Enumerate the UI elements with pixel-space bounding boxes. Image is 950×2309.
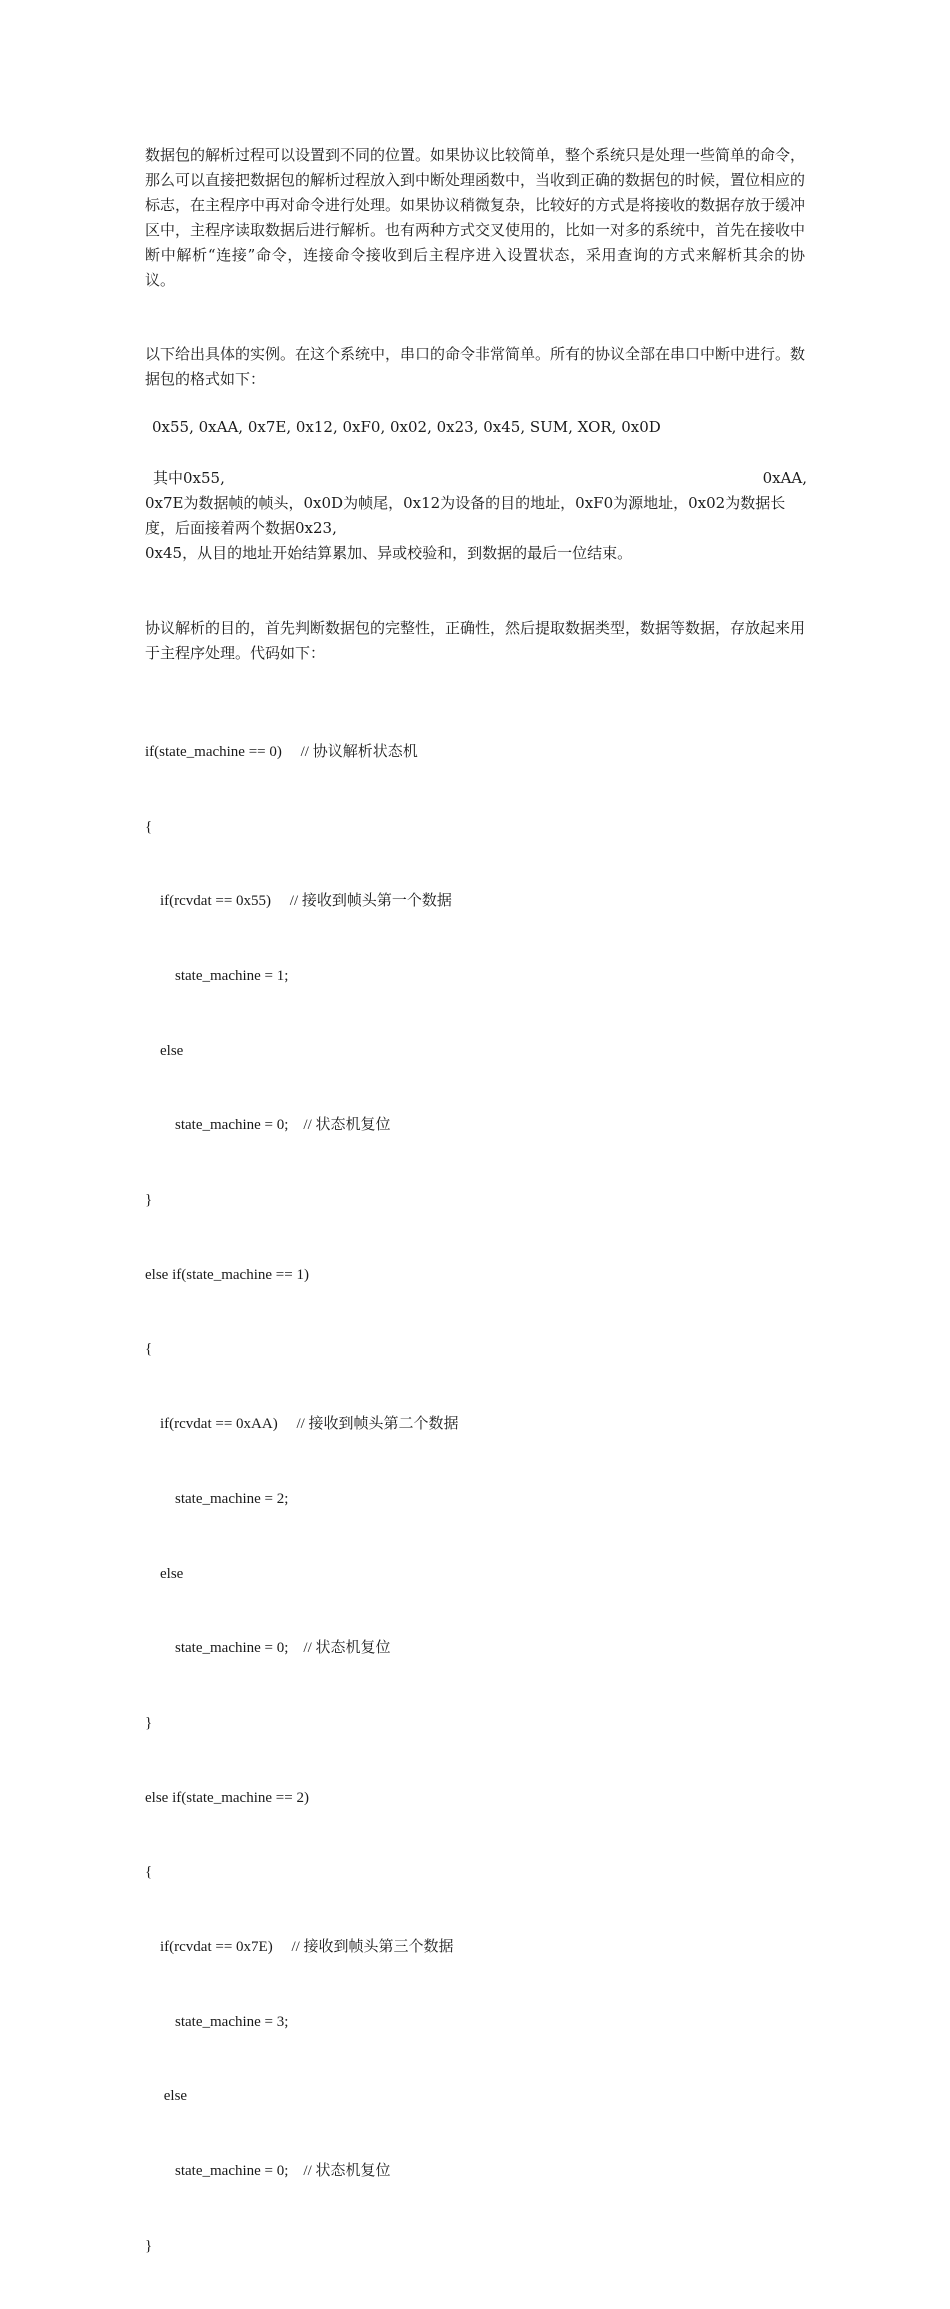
explanation-line-2: 0x7E为数据帧的帧头，0x0D为帧尾，0x12为设备的目的地址，0xF0为源地址，0x02为数据长度，后面接着两个数据0x23, (145, 494, 786, 537)
code-line: } (145, 1192, 153, 1209)
code-line: else if(state_machine == 2) (145, 1789, 309, 1806)
code-line: { (145, 1864, 153, 1881)
code-line: else (145, 1565, 184, 1582)
code-line: else if(state_machine == 1) (145, 1266, 309, 1283)
intro-paragraph: 数据包的解析过程可以设置到不同的位置。如果协议比较简单，整个系统只是处理一些简单的命令，那么可以直接把数据包的解析过程放入到中断处理函数中，当收到正确的数据包的时候，置位相应的标志，在主程序中再对命令进行处理。如果协议稍微复杂，比较好的方式是将接收的数据存放于缓冲区中，主程序读取数据后进行解析。也有两种方式交叉使用的，比如一对多的系统中，首先在接收中断中解析“连接”命令，连接命令接收到后主程序进入设置状态，采用查询的方式来解析其余的协议。 (145, 146, 806, 289)
code-line: else (145, 2088, 188, 2105)
code-line: if(rcvdat == 0x7E) // 接收到帧头第三个数据 (145, 1939, 454, 1956)
explanation-line-1 (145, 466, 807, 491)
code-line: if(state_machine == 0) // 协议解析状态机 (145, 743, 418, 760)
code-line: } (145, 2237, 153, 2254)
code-line: if(rcvdat == 0x55) // 接收到帧头第一个数据 (145, 893, 452, 910)
code-line: { (145, 1341, 153, 1358)
code-line: state_machine = 0; // 状态机复位 (145, 2163, 391, 2180)
code-line: if(rcvdat == 0xAA) // 接收到帧头第二个数据 (145, 1416, 459, 1433)
purpose-paragraph: 协议解析的目的，首先判断数据包的完整性，正确性，然后提取数据类型，数据等数据，存放起来用于主程序处理。代码如下： (145, 619, 806, 662)
code-line: state_machine = 0; // 状态机复位 (145, 1640, 391, 1657)
packet-explanation (145, 466, 807, 566)
code-line: state_machine = 2; (145, 1490, 289, 1507)
code-line: } (145, 1714, 153, 1731)
code-block (145, 690, 459, 2309)
explanation-line-3: 0x45，从目的地址开始结算累加、异或校验和，到数据的最后一位结束。 (145, 544, 633, 562)
explanation-lead-left: 其中0x55, (153, 469, 225, 487)
example-paragraph: 以下给出具体的实例。在这个系统中，串口的命令非常简单。所有的协议全部在串口中断中进行。数据包的格式如下： (145, 345, 806, 388)
code-line: state_machine = 1; (145, 967, 289, 984)
explanation-lead-right: 0xAA, (762, 469, 807, 487)
code-line: state_machine = 0; // 状态机复位 (145, 1117, 391, 1134)
packet-format-line: 0x55, 0xAA, 0x7E, 0x12, 0xF0, 0x02, 0x23, 0x45, SUM, XOR, 0x0D (152, 418, 661, 436)
code-line: { (145, 818, 153, 835)
code-line: else (145, 1042, 184, 1059)
code-line: state_machine = 3; (145, 2013, 289, 2030)
